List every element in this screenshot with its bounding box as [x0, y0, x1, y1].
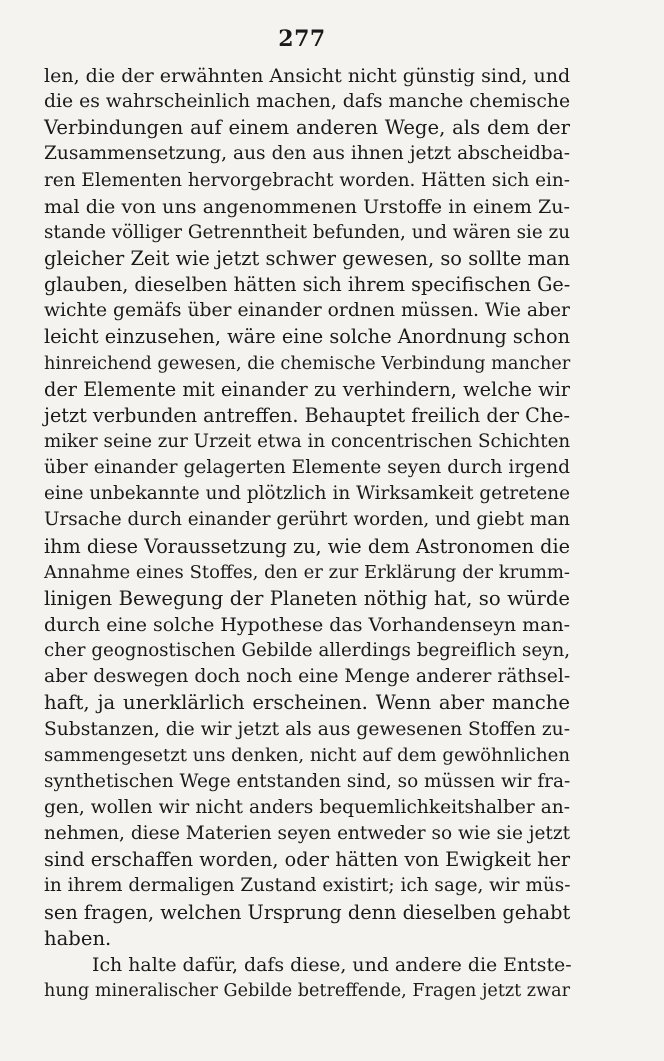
- text-line: die es wahrscheinlich machen, dafs manche chemische: [44, 91, 571, 113]
- text-line: wichte gemäfs über einander ordnen müssen. Wie aber: [44, 300, 570, 322]
- text-line: über einander gelagerten Elemente seyen durch irgend: [44, 457, 570, 479]
- text-line: nehmen, diese Materien seyen entweder so wie sie jetzt: [44, 823, 570, 845]
- paragraph-start-line: Ich halte dafür, dafs diese, und andere die Entste-: [92, 953, 572, 976]
- text-line: Substanzen, die wir jetzt als aus gewesenen Stoffen zu-: [44, 718, 570, 740]
- text-line: durch eine solche Hypothese das Vorhandenseyn man-: [44, 613, 571, 636]
- text-line: gen, wollen wir nicht anders bequemlichkeitshalber an-: [44, 796, 570, 818]
- text-line: miker seine zur Urzeit etwa in concentrischen Schichten: [44, 430, 571, 452]
- text-line: Zusammensetzung, aus den aus ihnen jetzt abscheidba-: [44, 143, 570, 165]
- text-line: hung mineralischer Gebilde betreffende, Fragen jetzt zwar: [44, 980, 570, 1001]
- text-line: der Elemente mit einander zu verhindern, welche wir: [44, 377, 570, 401]
- page-number: 277: [278, 26, 326, 52]
- text-line: len, die der erwähnten Ansicht nicht günstig sind, und: [44, 65, 571, 87]
- text-line: ihm diese Voraussetzung zu, wie dem Astronomen die: [44, 534, 570, 558]
- text-line: synthetischen Wege entstanden sind, so müssen wir fra-: [44, 770, 571, 792]
- text-line: haben.: [44, 926, 112, 950]
- text-line: Ursache durch einander gerührt worden, und giebt man: [44, 509, 570, 531]
- text-line: jetzt verbunden antreffen. Behauptet freilich der Che-: [44, 403, 570, 427]
- text-line: glauben, dieselben hätten sich ihrem specifischen Ge-: [44, 273, 571, 297]
- text-line: Annahme eines Stoffes, den er zur Erklärung der krumm-: [44, 561, 570, 583]
- text-line: mal die von uns angenommenen Urstoffe in einem Zu-: [44, 194, 570, 218]
- text-line: sammengesetzt uns denken, nicht auf dem gewöhnlichen: [44, 744, 570, 766]
- text-line: eine unbekannte und plötzlich in Wirksamkeit getretene: [44, 483, 570, 505]
- text-line: stande völliger Getrenntheit befunden, und wären sie zu: [44, 221, 570, 243]
- text-line: aber deswegen doch noch eine Menge anderer räthsel-: [44, 666, 571, 688]
- text-line: linigen Bewegung der Planeten nöthig hat, so würde: [44, 586, 570, 610]
- text-line: cher geognostischen Gebilde allerdings begreiflich seyn,: [44, 640, 570, 662]
- text-line: gleicher Zeit wie jetzt schwer gewesen, so sollte man: [44, 246, 570, 270]
- text-line: sen fragen, welchen Ursprung denn dieselben gehabt: [44, 900, 571, 924]
- text-line: haft, ja unerklärlich erscheinen. Wenn aber manche: [44, 691, 570, 715]
- text-line: leicht einzusehen, wäre eine solche Anordnung schon: [44, 325, 570, 349]
- body-text: [44, 63, 570, 1004]
- text-line: Verbindungen auf einem anderen Wege, als dem der: [44, 116, 570, 140]
- text-line: ren Elementen hervorgebracht worden. Hätten sich ein-: [44, 169, 570, 191]
- text-line: in ihrem dermaligen Zustand existirt; ich sage, wir müs-: [44, 875, 571, 897]
- text-line: hinreichend gewesen, die chemische Verbindung mancher: [44, 353, 571, 374]
- text-line: sind erschaffen worden, oder hätten von Ewigkeit her: [44, 848, 570, 872]
